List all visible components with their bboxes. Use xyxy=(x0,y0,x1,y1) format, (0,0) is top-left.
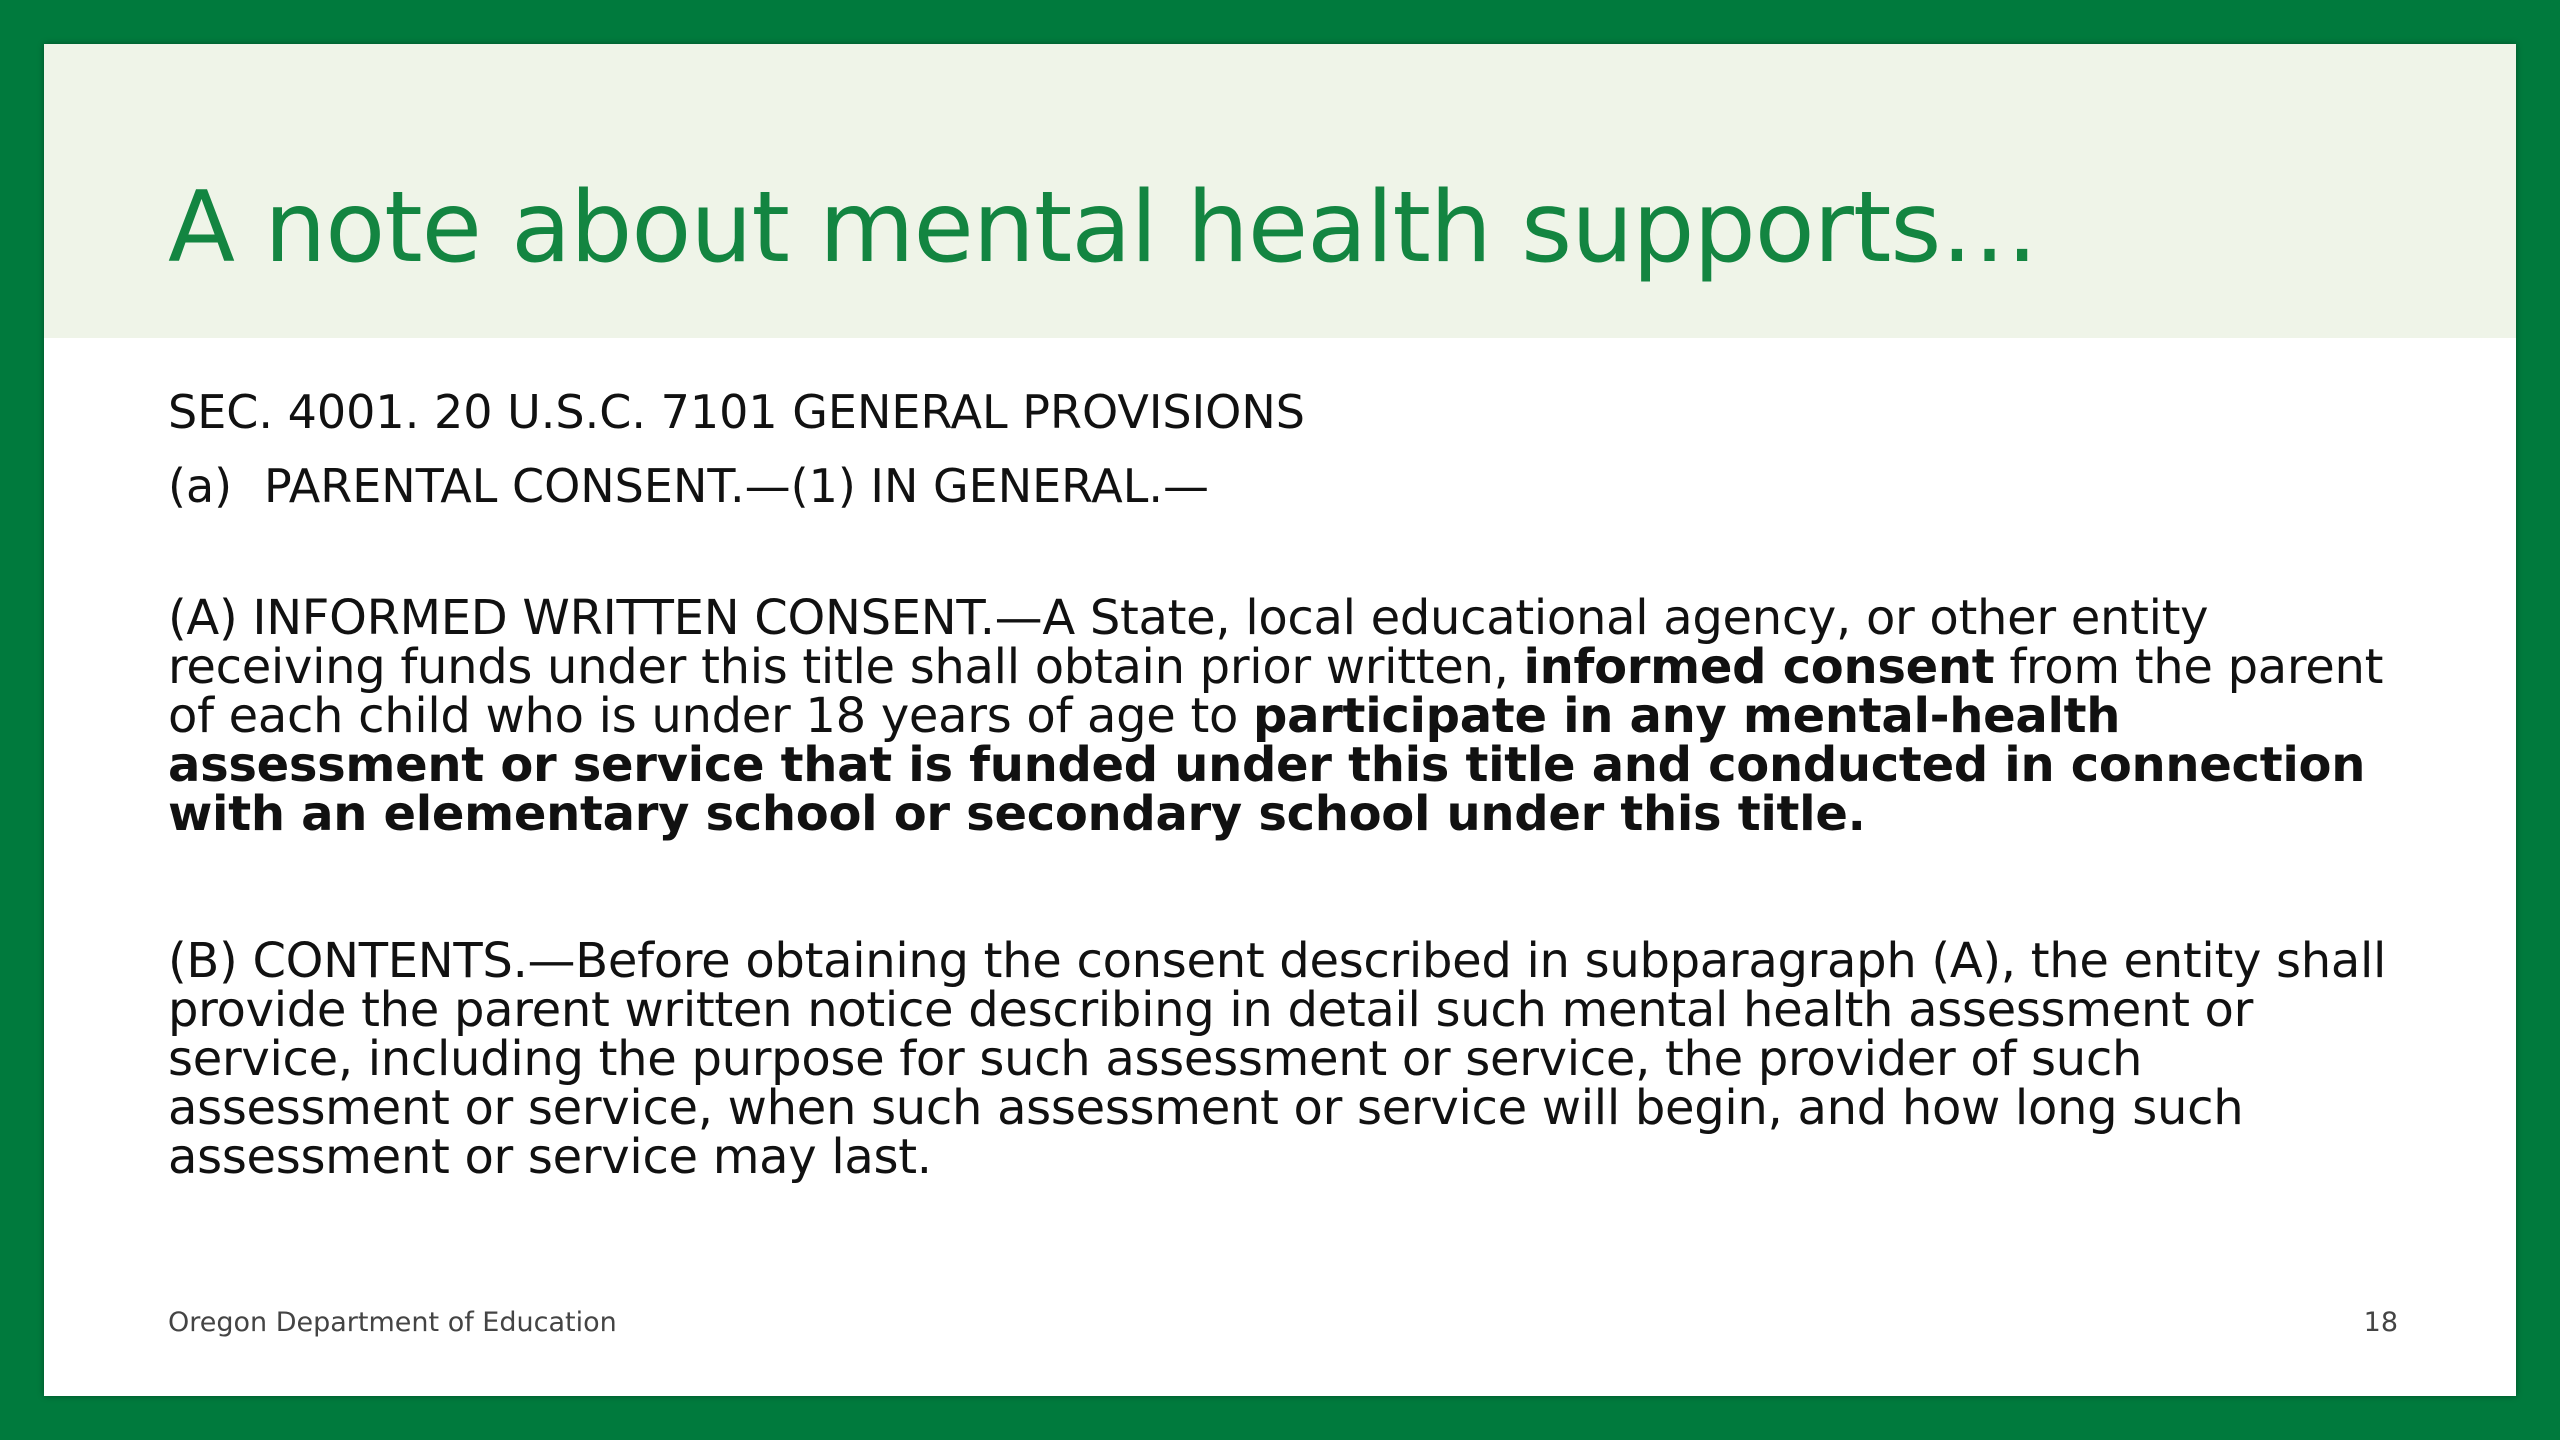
paragraph-a-bold-2: participate in any mental-health assessment or service that is funded under this title and conducted in connection with an elementary school or secondary school under this title. xyxy=(168,688,2366,842)
paragraph-a-text-2: from the parent of each child who is under 18 years of age to xyxy=(168,639,2384,744)
slide xyxy=(44,44,2516,1396)
paragraph-a-bold-1: informed consent xyxy=(1523,639,1995,695)
subsection-text: PARENTAL CONSENT.—(1) IN GENERAL.— xyxy=(264,459,1209,513)
page-number: 18 xyxy=(2363,1307,2398,1338)
title-band xyxy=(44,44,2516,338)
footer-organization: Oregon Department of Education xyxy=(168,1307,617,1338)
paragraph-a xyxy=(168,590,2428,842)
section-heading: SEC. 4001. 20 U.S.C. 7101 GENERAL PROVISIONS xyxy=(168,385,1305,439)
slide-title: A note about mental health supports… xyxy=(168,171,2038,285)
paragraph-b: (B) CONTENTS.—Before obtaining the consent described in subparagraph (A), the entity shall provide the parent written notice describing in detail such mental health assessment or service, including the purpose for such assessment or service, the provider of such assessment or service, when such assessment or service will begin, and how long such assessment or service may last. xyxy=(168,933,2387,1185)
subsection-line xyxy=(168,456,1209,516)
paragraph-a-text-1: (A) INFORMED WRITTEN CONSENT.—A State, local educational agency, or other entity receiving funds under this title shall obtain prior written, xyxy=(168,590,2209,695)
subsection-marker: (a) xyxy=(168,459,233,513)
